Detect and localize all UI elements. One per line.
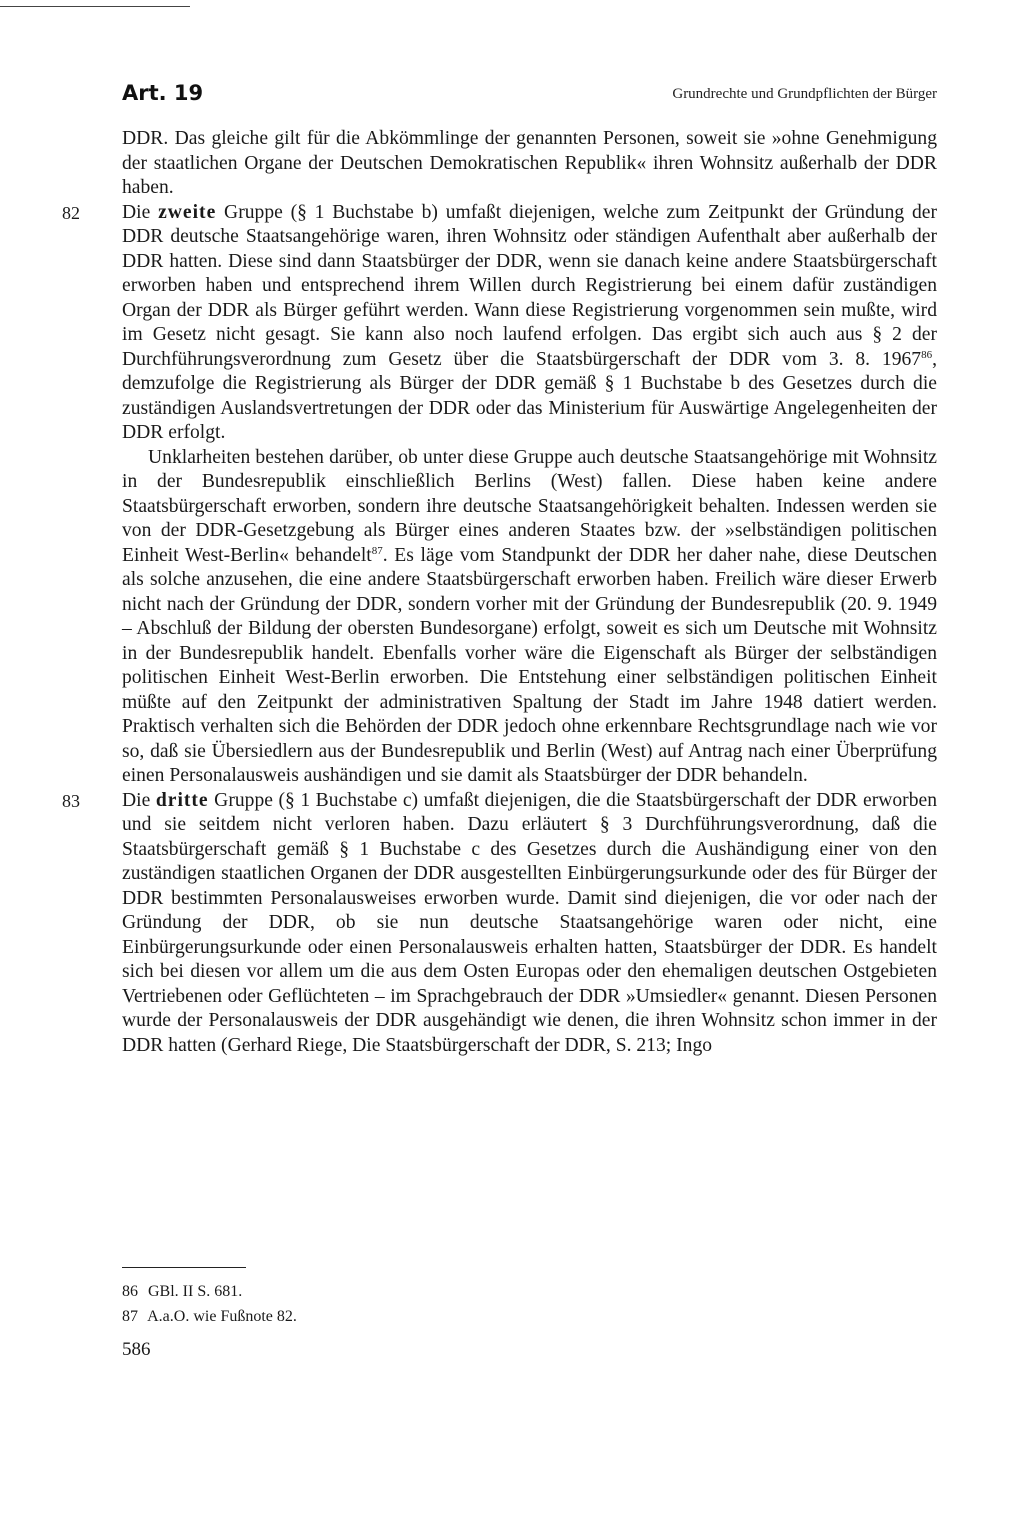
emphasis-text: zweite bbox=[158, 201, 217, 223]
top-rule bbox=[0, 6, 190, 7]
paragraph bbox=[122, 127, 937, 201]
text-run: . Es läge vom Standpunkt der DDR her daher nahe, diese Deutschen als solche anzusehen, die eine andere Staatsbürgerschaft erworben haben. Freilich wäre dieser Erwerb nicht nach der Gründung der DDR, sondern vorher mit der Gründung der Bundesrepublik (20. 9. 1949 – Abschluß der Bildung der obersten Bundesorgane) erfolgt, soweit es sich um Deutsche mit Wohnsitz in der Bundesrepublik handelt. Ebenfalls vorher wäre die Eigenschaft als Bürger der selbständigen politischen Einheit West-Berlin erworben. Die Entstehung einer selbständigen politischen Einheit müßte auf den Zeitpunkt der administrativen Spaltung der Stadt im Jahre 1948 datiert werden. Praktisch verhalten sich die Behörden der DDR jedoch ohne erkennbare Rechtsgrundlage nach wie vor so, daß sie Übersiedlern aus der Bundesrepublik und Berlin (West) auf Antrag nach einer Überprüfung einen Personalausweis aushändigen und sie damit als Staatsbürger der DDR behandeln. bbox=[122, 544, 937, 786]
page-header bbox=[122, 78, 937, 108]
text-run: DDR. Das gleiche gilt für die Abkömmlinge der genannten Personen, soweit sie »ohne Genehmigung der staatlichen Organe der Deutschen Demokratischen Republik« ihren Wohnsitz außerhalb der DDR haben. bbox=[122, 128, 937, 198]
paragraph bbox=[62, 201, 937, 446]
margin-number: 83 bbox=[62, 790, 80, 811]
footnote-ref: 87 bbox=[371, 544, 383, 557]
running-head: Grundrechte und Grundpflichten der Bürger bbox=[672, 86, 937, 102]
article-label: Art. 19 bbox=[122, 81, 204, 105]
text-run: Unklarheiten bestehen darüber, ob unter diese Gruppe auch deutsche Staatsangehörige mit Wohnsitz in der Bundesrepublik einschließlich Berlins (West) fallen. Diese haben keine andere Staatsbürgerschaft erworben, sondern ihre deutsche Staatsangehörigkeit behalten. Indessen werden sie von der DDR-Gesetzgebung als Bürger eines anderen Staates bzw. der »selbständigen politischen Einheit West-Berlin« behandelt bbox=[122, 446, 937, 566]
footnote-text: GBl. II S. 681. bbox=[148, 1283, 243, 1300]
footnote bbox=[122, 1279, 937, 1304]
footnote-rule bbox=[122, 1267, 246, 1268]
text-run: Die bbox=[122, 201, 159, 223]
emphasis-text: dritte bbox=[155, 789, 209, 811]
footnote-ref: 86 bbox=[921, 348, 933, 361]
margin-number: 82 bbox=[62, 202, 80, 223]
text-run: Gruppe (§ 1 Buchstabe b) umfaßt diejenigen, welche zum Zeitpunkt der Gründung der DDR deutsche Staatsangehörige waren, ihren Wohnsitz oder ständigen Aufenthalt aber außerhalb der DDR hatten. Diese sind dann Staatsbürger der DDR, wenn sie danach keine andere Staatsbürgerschaft erworben haben und entsprechend ihrem Willen durch Registrierung bei einem dafür zuständigen Organ der DDR als Bürger geführt werden. Wann diese Registrierung vorgenommen sein mußte, wird im Gesetz nicht gesagt. Sie kann also noch laufend erfolgen. Das ergibt sich auch aus § 2 der Durchführungsverordnung zum Gesetz über die Staatsbürgerschaft der DDR vom 3. 8. 1967 bbox=[122, 201, 937, 370]
footnote-number: 87 bbox=[122, 1308, 138, 1325]
text-run: Die bbox=[122, 789, 156, 811]
footnote bbox=[122, 1304, 937, 1329]
paragraph bbox=[62, 789, 937, 1059]
body-text bbox=[62, 127, 937, 1058]
text-run: , demzufolge die Registrierung als Bürger der DDR gemäß § 1 Buchstabe b des Gesetzes durch die zuständigen Auslandsvertretungen der DDR oder das Ministerium für Auswärtige Angelegenheiten der DDR erfolgt. bbox=[122, 348, 937, 443]
footnote-text: A.a.O. wie Fußnote 82. bbox=[147, 1308, 297, 1325]
footnotes bbox=[122, 1279, 937, 1329]
page-number: 586 bbox=[122, 1339, 151, 1360]
text-run: Gruppe (§ 1 Buchstabe c) umfaßt diejenigen, die die Staatsbürgerschaft der DDR erworben und sie seitdem nicht verloren haben. Dazu erläutert § 3 Durchführungsverordnung, daß die Staatsbürgerschaft gemäß § 1 Buchstabe c des Gesetzes durch die Aushändigung einer von den zuständigen staatlichen Organen der DDR ausgestellten Einbürgerungsurkunde oder des für Bürger der DDR bestimmten Personalausweises erworben wurde. Damit sind diejenigen, die vor oder nach der Gründung der DDR, ob sie nun deutsche Staatsangehörige waren oder nicht, eine Einbürgerungsurkunde oder einen Personalausweis erhalten hatten, Staatsbürger der DDR. Es handelt sich bei diesen vor allem um die aus dem Osten Europas oder den ehemaligen deutschen Ostgebieten Vertriebenen oder Geflüchteten – im Sprachgebrauch der DDR »Umsiedler« genannt. Diesen Personen wurde der Personalausweis der DDR ausgehändigt wie denen, die ihren Wohnsitz schon immer in der DDR hatten (Gerhard Riege, Die Staatsbürgerschaft der DDR, S. 213; Ingo bbox=[122, 789, 937, 1056]
paragraph bbox=[122, 446, 937, 789]
footnote-number: 86 bbox=[122, 1283, 138, 1300]
